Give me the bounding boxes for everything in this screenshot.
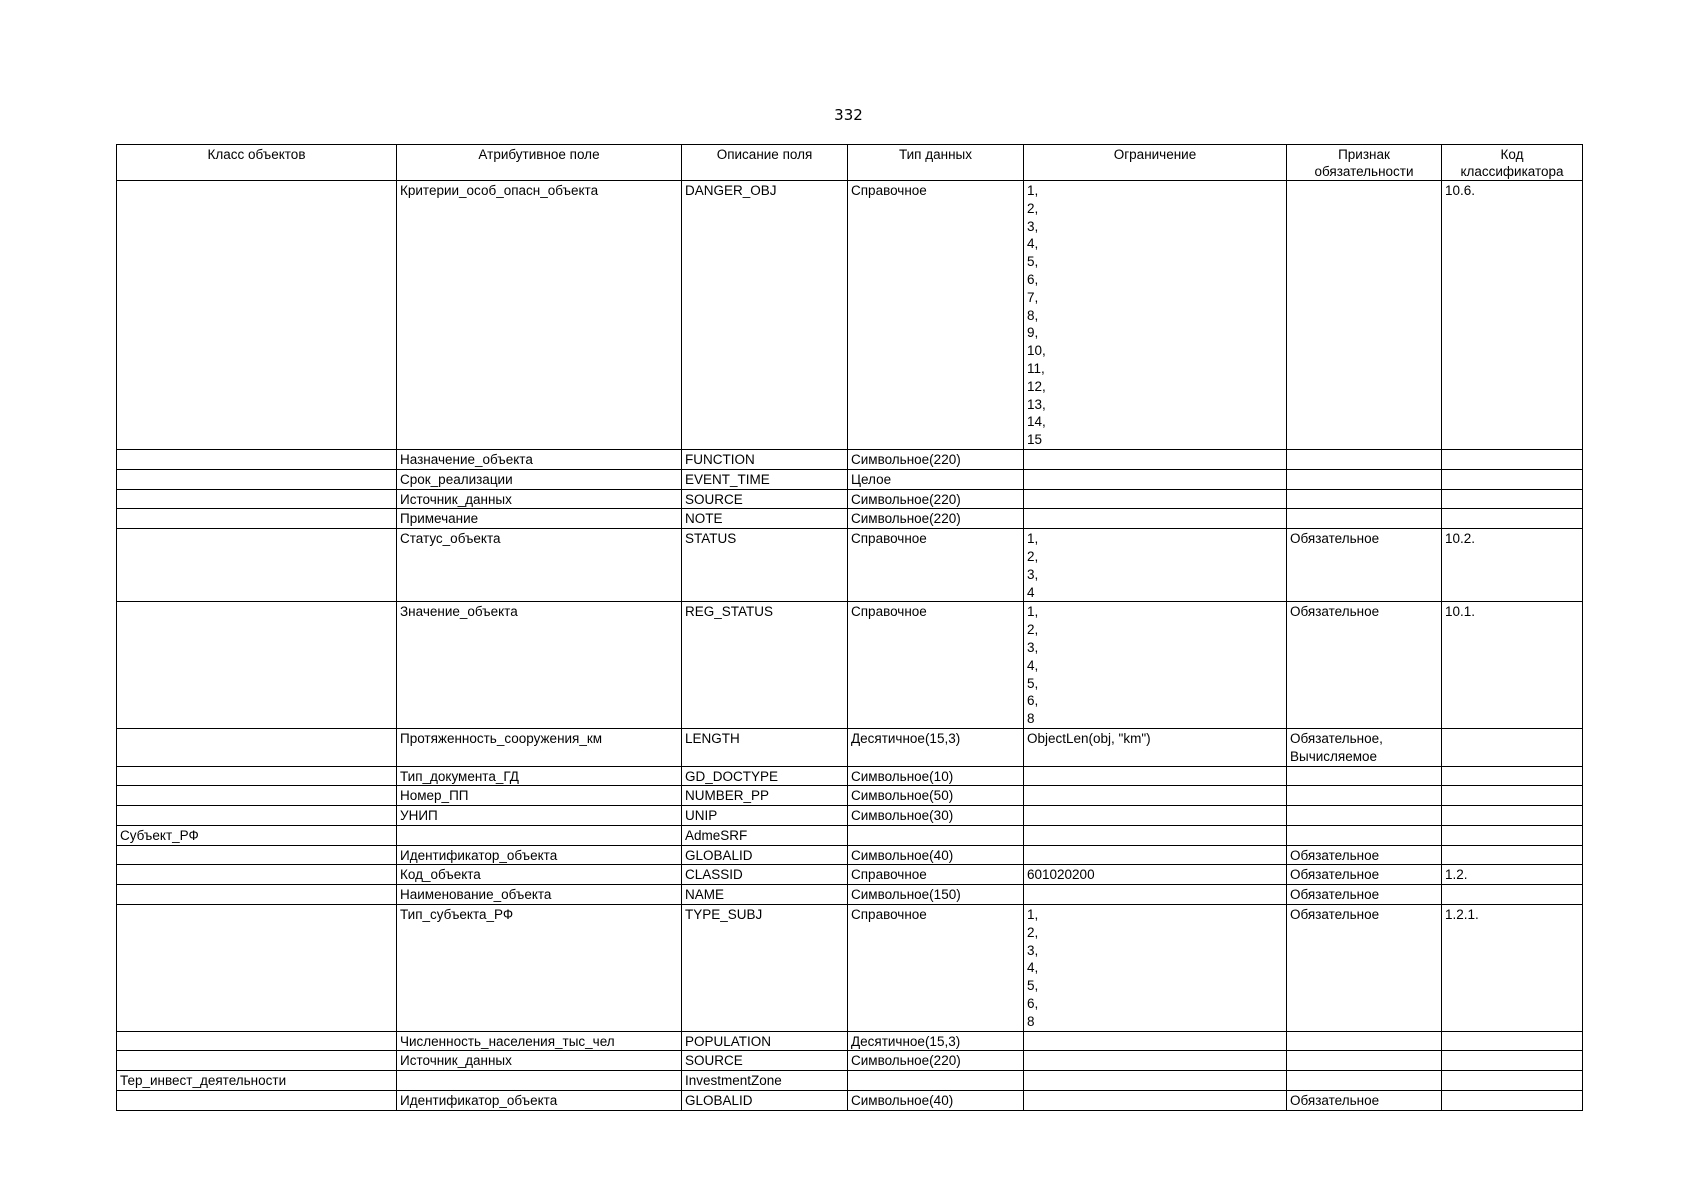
- cell-attribute: Примечание: [397, 509, 682, 529]
- table-row: [117, 489, 1583, 509]
- cell-field: FUNCTION: [682, 449, 848, 469]
- cell-class: [117, 845, 397, 865]
- cell-limit: [1024, 885, 1287, 905]
- cell-required: [1287, 1071, 1442, 1091]
- column-header-field: Описание поля: [682, 145, 848, 181]
- cell-attribute: Номер_ПП: [397, 786, 682, 806]
- cell-type: [848, 825, 1024, 845]
- cell-attribute: Статус_объекта: [397, 529, 682, 602]
- cell-required: Обязательное: [1287, 529, 1442, 602]
- cell-attribute: Идентификатор_объекта: [397, 845, 682, 865]
- cell-attribute: Численность_населения_тыс_чел: [397, 1031, 682, 1051]
- cell-field: TYPE_SUBJ: [682, 905, 848, 1032]
- cell-required: [1287, 509, 1442, 529]
- table-row: [117, 865, 1583, 885]
- cell-class: [117, 509, 397, 529]
- table-header-row: [117, 145, 1583, 181]
- cell-required: Обязательное, Вычисляемое: [1287, 728, 1442, 766]
- cell-required: Обязательное: [1287, 865, 1442, 885]
- cell-attribute: УНИП: [397, 806, 682, 826]
- table-row: [117, 509, 1583, 529]
- cell-required: Обязательное: [1287, 1091, 1442, 1111]
- table-row: [117, 449, 1583, 469]
- table-row: [117, 529, 1583, 602]
- cell-field: GLOBALID: [682, 845, 848, 865]
- column-header-code: Код классификатора: [1442, 145, 1583, 181]
- cell-class: Субъект_РФ: [117, 825, 397, 845]
- cell-code: [1442, 1091, 1583, 1111]
- cell-limit: 1, 2, 3, 4, 5, 6, 7, 8, 9, 10, 11, 12, 13, 14, 15: [1024, 181, 1287, 450]
- cell-required: Обязательное: [1287, 602, 1442, 729]
- cell-field: POPULATION: [682, 1031, 848, 1051]
- cell-field: SOURCE: [682, 1051, 848, 1071]
- cell-attribute: Тип_документа_ГД: [397, 766, 682, 786]
- cell-field: DANGER_OBJ: [682, 181, 848, 450]
- table-row: [117, 602, 1583, 729]
- cell-limit: [1024, 489, 1287, 509]
- cell-type: Десятичное(15,3): [848, 1031, 1024, 1051]
- cell-attribute: Значение_объекта: [397, 602, 682, 729]
- cell-required: Обязательное: [1287, 905, 1442, 1032]
- cell-attribute: Идентификатор_объекта: [397, 1091, 682, 1111]
- cell-type: [848, 1071, 1024, 1091]
- table-row: [117, 181, 1583, 450]
- cell-code: [1442, 845, 1583, 865]
- cell-type: Символьное(150): [848, 885, 1024, 905]
- cell-class: [117, 1091, 397, 1111]
- cell-type: Символьное(220): [848, 489, 1024, 509]
- cell-field: GLOBALID: [682, 1091, 848, 1111]
- table-row: [117, 469, 1583, 489]
- table-row: [117, 806, 1583, 826]
- cell-class: [117, 766, 397, 786]
- cell-type: Справочное: [848, 905, 1024, 1032]
- cell-limit: [1024, 1051, 1287, 1071]
- cell-field: CLASSID: [682, 865, 848, 885]
- cell-code: [1442, 489, 1583, 509]
- cell-code: [1442, 728, 1583, 766]
- cell-limit: [1024, 1071, 1287, 1091]
- cell-required: Обязательное: [1287, 885, 1442, 905]
- cell-class: [117, 1031, 397, 1051]
- cell-required: [1287, 489, 1442, 509]
- cell-required: [1287, 806, 1442, 826]
- cell-attribute: Код_объекта: [397, 865, 682, 885]
- cell-type: Символьное(50): [848, 786, 1024, 806]
- cell-attribute: Тип_субъекта_РФ: [397, 905, 682, 1032]
- cell-required: [1287, 449, 1442, 469]
- cell-class: [117, 728, 397, 766]
- table-row: [117, 728, 1583, 766]
- cell-limit: [1024, 509, 1287, 529]
- cell-class: [117, 1051, 397, 1071]
- table-row: [117, 1071, 1583, 1091]
- cell-class: [117, 529, 397, 602]
- cell-attribute: [397, 825, 682, 845]
- cell-type: Справочное: [848, 602, 1024, 729]
- cell-type: Десятичное(15,3): [848, 728, 1024, 766]
- cell-type: Справочное: [848, 529, 1024, 602]
- column-header-limit: Ограничение: [1024, 145, 1287, 181]
- cell-required: [1287, 469, 1442, 489]
- cell-class: [117, 865, 397, 885]
- cell-code: [1442, 766, 1583, 786]
- cell-code: [1442, 885, 1583, 905]
- table-row: [117, 766, 1583, 786]
- column-header-type: Тип данных: [848, 145, 1024, 181]
- cell-attribute: Источник_данных: [397, 1051, 682, 1071]
- table-row: [117, 1091, 1583, 1111]
- cell-field: REG_STATUS: [682, 602, 848, 729]
- table-row: [117, 885, 1583, 905]
- column-header-class: Класс объектов: [117, 145, 397, 181]
- cell-type: Символьное(220): [848, 1051, 1024, 1071]
- table-row: [117, 786, 1583, 806]
- cell-attribute: Срок_реализации: [397, 469, 682, 489]
- cell-limit: 1, 2, 3, 4: [1024, 529, 1287, 602]
- attribute-table: [116, 144, 1583, 1111]
- cell-attribute: Критерии_особ_опасн_объекта: [397, 181, 682, 450]
- cell-code: [1442, 1031, 1583, 1051]
- cell-code: [1442, 1051, 1583, 1071]
- cell-limit: 601020200: [1024, 865, 1287, 885]
- cell-required: [1287, 766, 1442, 786]
- cell-limit: [1024, 469, 1287, 489]
- cell-class: [117, 489, 397, 509]
- cell-code: 1.2.1.: [1442, 905, 1583, 1032]
- cell-code: [1442, 786, 1583, 806]
- cell-type: Справочное: [848, 181, 1024, 450]
- table-row: [117, 905, 1583, 1032]
- cell-code: 10.1.: [1442, 602, 1583, 729]
- cell-field: InvestmentZone: [682, 1071, 848, 1091]
- cell-code: 10.2.: [1442, 529, 1583, 602]
- cell-class: [117, 786, 397, 806]
- cell-class: [117, 602, 397, 729]
- cell-required: [1287, 786, 1442, 806]
- column-header-attribute: Атрибутивное поле: [397, 145, 682, 181]
- cell-limit: [1024, 845, 1287, 865]
- cell-limit: [1024, 825, 1287, 845]
- cell-attribute: [397, 1071, 682, 1091]
- cell-limit: [1024, 766, 1287, 786]
- table-row: [117, 845, 1583, 865]
- cell-field: UNIP: [682, 806, 848, 826]
- cell-code: 10.6.: [1442, 181, 1583, 450]
- cell-type: Символьное(220): [848, 509, 1024, 529]
- cell-class: [117, 806, 397, 826]
- page-number: 332: [834, 106, 863, 124]
- cell-code: [1442, 509, 1583, 529]
- cell-class: [117, 181, 397, 450]
- cell-code: [1442, 825, 1583, 845]
- cell-type: Символьное(220): [848, 449, 1024, 469]
- cell-attribute: Назначение_объекта: [397, 449, 682, 469]
- table-row: [117, 1051, 1583, 1071]
- cell-limit: [1024, 449, 1287, 469]
- cell-class: Тер_инвест_деятельности: [117, 1071, 397, 1091]
- cell-code: 1.2.: [1442, 865, 1583, 885]
- cell-attribute: Протяженность_сооружения_км: [397, 728, 682, 766]
- cell-attribute: Наименование_объекта: [397, 885, 682, 905]
- cell-required: [1287, 1051, 1442, 1071]
- cell-field: SOURCE: [682, 489, 848, 509]
- table-body: [117, 181, 1583, 1111]
- cell-field: AdmeSRF: [682, 825, 848, 845]
- cell-limit: 1, 2, 3, 4, 5, 6, 8: [1024, 602, 1287, 729]
- cell-limit: [1024, 1031, 1287, 1051]
- cell-required: Обязательное: [1287, 845, 1442, 865]
- cell-limit: ObjectLen(obj, "km"): [1024, 728, 1287, 766]
- cell-limit: [1024, 786, 1287, 806]
- cell-class: [117, 905, 397, 1032]
- cell-required: [1287, 1031, 1442, 1051]
- cell-limit: [1024, 1091, 1287, 1111]
- cell-required: [1287, 825, 1442, 845]
- cell-limit: [1024, 806, 1287, 826]
- cell-required: [1287, 181, 1442, 450]
- cell-type: Символьное(40): [848, 845, 1024, 865]
- table-row: [117, 825, 1583, 845]
- cell-type: Символьное(30): [848, 806, 1024, 826]
- cell-type: Символьное(10): [848, 766, 1024, 786]
- cell-class: [117, 449, 397, 469]
- cell-type: Целое: [848, 469, 1024, 489]
- column-header-required: Признак обязательности: [1287, 145, 1442, 181]
- cell-code: [1442, 469, 1583, 489]
- cell-limit: 1, 2, 3, 4, 5, 6, 8: [1024, 905, 1287, 1032]
- cell-code: [1442, 1071, 1583, 1091]
- cell-field: GD_DOCTYPE: [682, 766, 848, 786]
- cell-field: LENGTH: [682, 728, 848, 766]
- cell-field: NUMBER_PP: [682, 786, 848, 806]
- cell-attribute: Источник_данных: [397, 489, 682, 509]
- cell-field: STATUS: [682, 529, 848, 602]
- cell-type: Справочное: [848, 865, 1024, 885]
- cell-class: [117, 885, 397, 905]
- cell-code: [1442, 449, 1583, 469]
- cell-field: NOTE: [682, 509, 848, 529]
- cell-field: EVENT_TIME: [682, 469, 848, 489]
- cell-type: Символьное(40): [848, 1091, 1024, 1111]
- cell-code: [1442, 806, 1583, 826]
- cell-field: NAME: [682, 885, 848, 905]
- cell-class: [117, 469, 397, 489]
- table-row: [117, 1031, 1583, 1051]
